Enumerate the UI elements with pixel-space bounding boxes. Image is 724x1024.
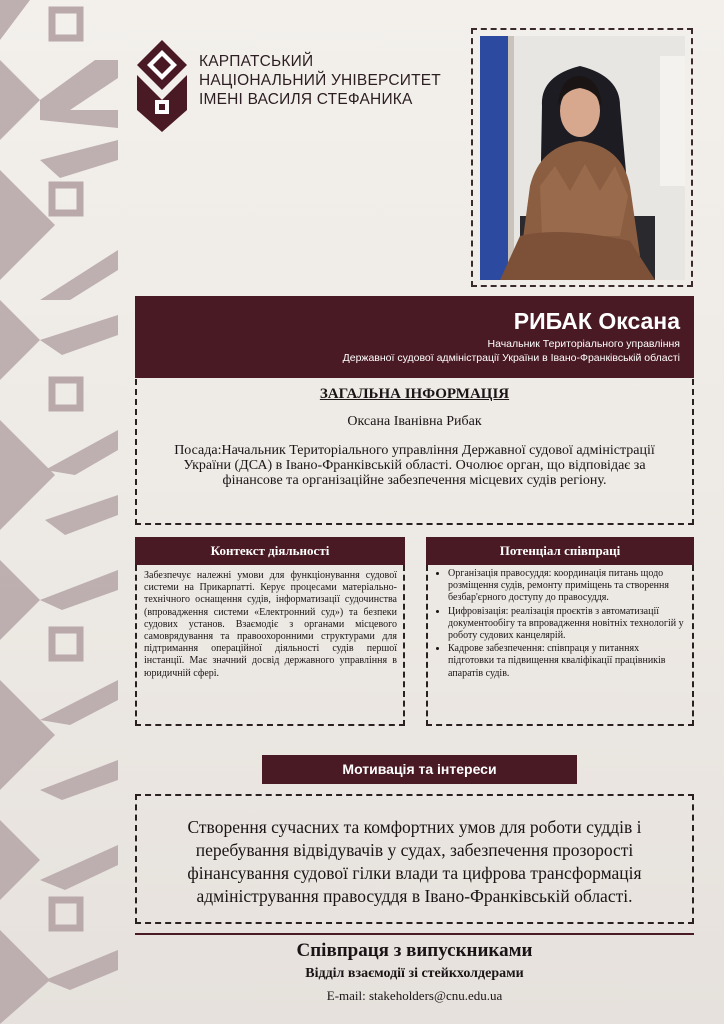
list-item: • Організація правосуддя: координація питань щодо розміщення судів, ремонту приміщень та створення безбар'єрного доступу до правосуддя.	[448, 568, 686, 605]
context-title: Контекст діяльності	[210, 543, 330, 558]
motivation-section	[135, 794, 694, 924]
person-position	[343, 337, 680, 365]
motivation-title: Мотивація та інтереси	[342, 761, 497, 777]
context-section	[135, 565, 405, 726]
person-position-line-2: Державної судової адміністрації України в Івано-Франківській області	[342, 352, 680, 364]
cooperation-title: Потенціал співпраці	[499, 543, 621, 558]
university-name-line-1: КАРПАТСЬКИЙ	[199, 53, 314, 70]
university-name-line-3: ІМЕНІ ВАСИЛЯ СТЕФАНИКА	[199, 91, 413, 108]
footer-divider	[135, 933, 694, 935]
footer-title: Співпраця з випускниками	[296, 940, 533, 961]
decorative-ornament	[0, 0, 118, 1024]
footer-email[interactable]: E-mail: stakeholders@cnu.edu.ua	[326, 988, 503, 1003]
list-item: • Кадрове забезпечення: співпраця у питаннях підготовки та підвищення кваліфікації працівників апаратів судів.	[448, 643, 686, 680]
footer-department: Відділ взаємодії зі стейкхолдерами	[305, 966, 524, 981]
cooperation-header	[426, 537, 694, 565]
context-text: Забезпечує належні умови для функціонування судової системи на Прикарпатті. Керує процесами матеріально-технічного оснащення судів, інформатизації судочинства (впровадження системи «Електронний суд») та безпеки судових установ. Взаємодіє з органами місцевого самоврядування та правоохоронними структурами для підтримання операційної діяльності судів першої інстанції. Має значний досвід державного управління в юридичній сфері.	[144, 570, 397, 679]
general-info-section	[135, 379, 694, 525]
university-name	[199, 52, 441, 109]
portrait-photo	[480, 36, 685, 280]
person-name: РИБАК Оксана	[513, 308, 680, 334]
name-banner	[135, 296, 694, 378]
full-name: Оксана Іванівна Рибак	[347, 414, 482, 429]
motivation-header	[262, 755, 577, 784]
list-item: • Цифровізація: реалізація проєктів з автоматизації документообігу та впровадження новітніх технологій у роботу судових канцелярій.	[448, 606, 686, 643]
university-name-line-2: НАЦІОНАЛЬНИЙ УНІВЕРСИТЕТ	[199, 72, 441, 89]
motivation-text: Створення сучасних та комфортних умов для роботи суддів і перебування відвідувачів у судах, забезпечення прозорості фінансування судової гілки влади та цифрова трансформація адміністрування правосуддя в Івано-Франківській області.	[187, 817, 642, 906]
cooperation-section	[426, 565, 694, 726]
cooperation-list	[428, 565, 692, 680]
university-logo-icon	[137, 40, 187, 132]
general-description: Посада:Начальник Територіального управління Державної судової адміністрації України (ДСА) в Івано-Франківській області. Очолює орган, що відповідає за фінансове та організаційне забезпечення місцевих судів регіону.	[174, 443, 655, 488]
person-position-line-1: Начальник Територіального управління	[487, 338, 680, 350]
general-info-title: ЗАГАЛЬНА ІНФОРМАЦІЯ	[319, 386, 510, 402]
context-header	[135, 537, 405, 565]
